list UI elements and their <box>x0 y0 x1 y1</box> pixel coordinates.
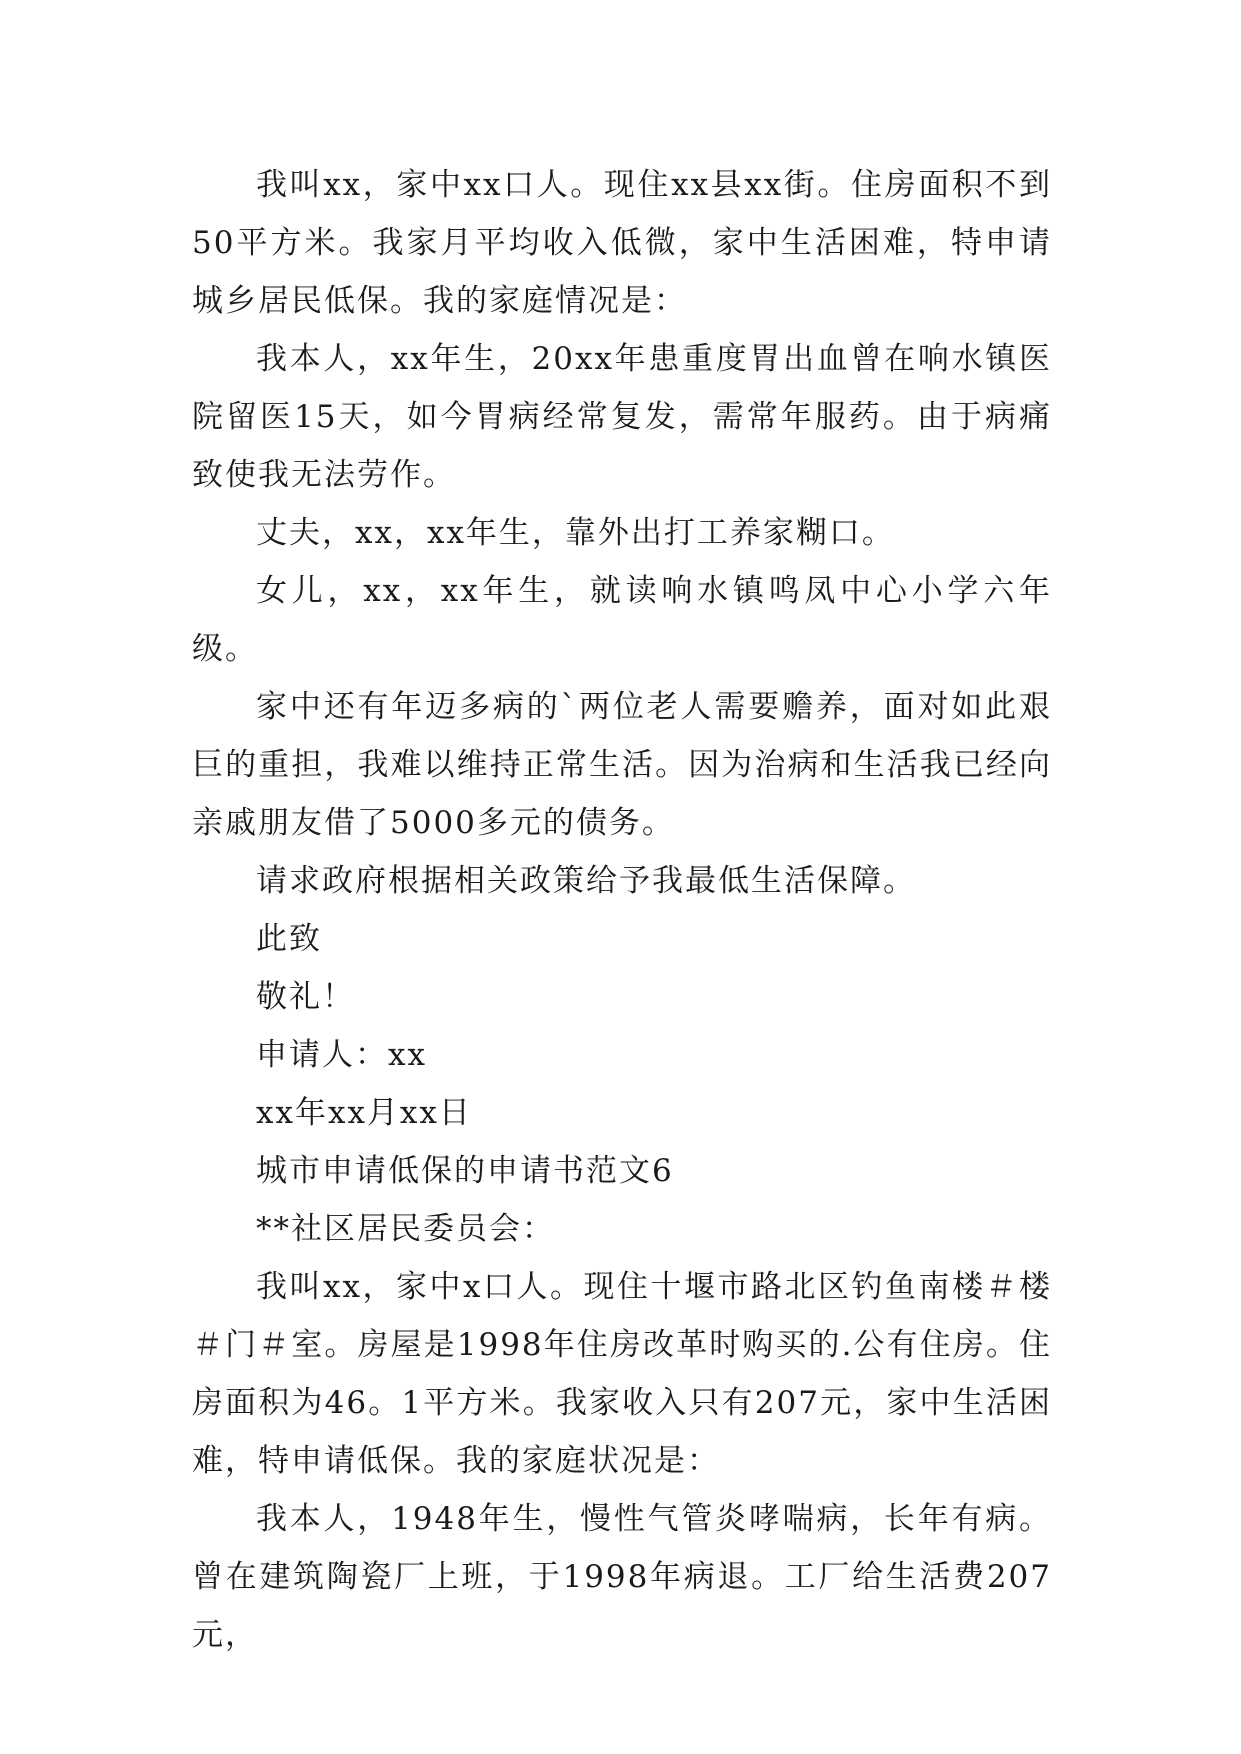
paragraph-self-health-2: 我本人，1948年生，慢性气管炎哮喘病，长年有病。曾在建筑陶瓷厂上班，于1998年病退。工厂给生活费207元， <box>192 1501 1052 1653</box>
paragraph-family-intro-2: 我叫xx，家中x口人。现住十堰市路北区钓鱼南楼＃楼＃门＃室。房屋是1998年住房改革时购买的.公有住房。住房面积为46。1平方米。我家收入只有207元，家中生活困难，特申请低保。我的家庭状况是： <box>192 1269 1052 1479</box>
closing-regards: 敬礼！ <box>256 979 355 1015</box>
paragraph-elders-debt: 家中还有年迈多病的`两位老人需要赡养，面对如此艰巨的重担，我难以维持正常生活。因为治病和生活我已经向亲戚朋友借了5000多元的债务。 <box>192 689 1052 841</box>
paragraph-self-health: 我本人，xx年生，20xx年患重度胃出血曾在响水镇医院留医15天，如今胃病经常复发，需常年服药。由于病痛致使我无法劳作。 <box>192 341 1052 493</box>
paragraph-request: 请求政府根据相关政策给予我最低生活保障。 <box>256 863 916 899</box>
document-body <box>192 156 1052 1664</box>
paragraph-family-intro: 我叫xx，家中xx口人。现住xx县xx街。住房面积不到50平方米。我家月平均收入低微，家中生活困难，特申请城乡居民低保。我的家庭情况是： <box>192 167 1052 319</box>
closing-salutation: 此致 <box>256 921 322 957</box>
section-title: 城市申请低保的申请书范文6 <box>256 1153 674 1189</box>
application-date: xx年xx月xx日 <box>256 1095 472 1131</box>
paragraph-husband: 丈夫，xx，xx年生，靠外出打工养家糊口。 <box>256 515 895 551</box>
applicant-signature: 申请人：xx <box>256 1037 427 1073</box>
paragraph-daughter: 女儿，xx，xx年生，就读响水镇鸣凤中心小学六年级。 <box>192 573 1052 667</box>
addressee: **社区居民委员会： <box>256 1211 555 1247</box>
